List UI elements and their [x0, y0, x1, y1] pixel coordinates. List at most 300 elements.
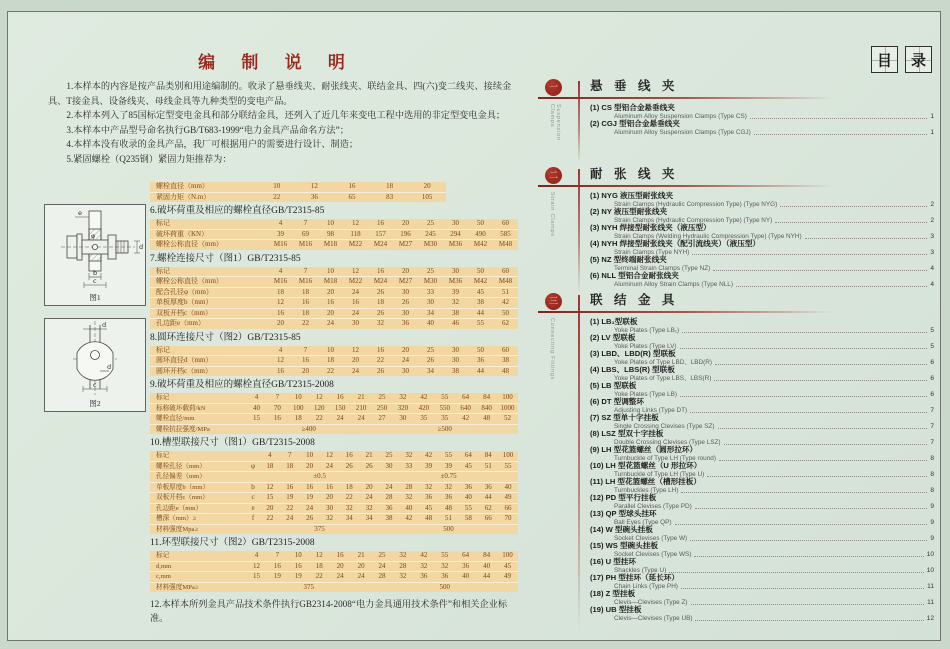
cell-value: 36: [441, 572, 449, 580]
cell-value: 20: [402, 345, 409, 354]
dotted-leader: [690, 540, 927, 541]
cell-value: 24: [357, 572, 365, 580]
cell-value: 30: [452, 356, 459, 364]
cell-value: 24: [352, 308, 359, 317]
cell-value: 490: [475, 229, 486, 238]
toc-item-title-en: Strain Clamps (Hydraulic Compression Type) (Type NYG): [614, 200, 778, 208]
toc-item-en-row: [590, 327, 934, 335]
cell-value: 64: [462, 551, 470, 559]
table-row: [150, 346, 518, 357]
section-side-label: Strain Clamps: [549, 192, 555, 237]
cell-value: 210: [355, 403, 367, 412]
cell-value: 34: [427, 308, 434, 317]
toc-item-title-en: Yoke Plates of Type LBS、LBS(R): [614, 374, 712, 382]
cell-value: 4: [278, 345, 283, 354]
toc-item-title-cn: (15) WS 型碗头挂板: [590, 541, 658, 550]
row-label: 单板厚度b（mm）: [156, 298, 213, 306]
cell-value: M42: [473, 277, 488, 285]
cell-value: 55: [504, 461, 512, 470]
cell-value: M16: [298, 277, 313, 285]
toc-item-title-cn: (2) LV 型联板: [590, 333, 636, 342]
dotted-leader: [713, 270, 927, 271]
cell-value: 32: [325, 514, 333, 522]
toc-item-title-cn: (11) LH 型花篮螺丝（槽形挂板）: [590, 477, 701, 486]
row-symbol: [246, 472, 260, 482]
cell-value: 26: [365, 461, 373, 470]
cell-value: 16: [325, 482, 333, 491]
cell-value: 32: [452, 298, 459, 306]
toc-item: [590, 350, 934, 366]
dim-label-d: d: [139, 243, 144, 251]
cell-value: 18: [345, 482, 353, 491]
cell-value: 38: [385, 514, 393, 522]
toc-item-en-row: [590, 615, 934, 623]
cell-value: 69: [302, 229, 309, 238]
cell-value: 25: [427, 266, 434, 275]
cell-value: 196: [400, 229, 411, 238]
cell-value: 32: [441, 561, 449, 570]
toc-item-title-en: Turnbuckles (Type LH): [614, 486, 679, 494]
toc-item: [590, 192, 934, 208]
toc-page-number: 11: [927, 598, 934, 606]
row-symbol: [246, 451, 260, 461]
cell-value: 38: [502, 356, 509, 364]
cell-value: 18: [315, 561, 323, 570]
toc-item: [590, 446, 934, 462]
cell-value: 60: [502, 345, 509, 354]
cell-value: 18: [327, 356, 334, 364]
toc-item: [590, 120, 934, 136]
row-label: 标记: [156, 452, 170, 459]
cell-value: 550: [439, 403, 450, 412]
cell-value: 70: [273, 403, 281, 412]
cell-value: 26: [427, 356, 434, 364]
cell-value: 25: [378, 551, 386, 559]
table-row: [150, 404, 518, 415]
toc-item: [590, 494, 934, 510]
row-label: 标记: [156, 266, 170, 275]
eye-connection-dims-table: [150, 551, 518, 592]
cell-value: 32: [399, 393, 407, 401]
section-number-badge: 二: [545, 167, 562, 184]
row-label: 螺栓孔径（mm）: [156, 462, 206, 470]
cell-value: M30: [423, 240, 438, 248]
cell-value: 16: [348, 182, 356, 190]
cell-value: M24: [373, 240, 388, 248]
toc-item-title-cn: (10) LH 型花篮螺丝（U 形拉环）: [590, 461, 702, 470]
toc-page-number: 8: [930, 486, 934, 494]
cell-value: 51: [484, 461, 492, 470]
toc-item-title-en: Yoke Plates (Type LV): [614, 342, 677, 350]
cell-value: M16: [298, 240, 313, 248]
toc-page-number: 8: [930, 454, 934, 462]
table6-heading: 6.破坏荷重及相应的螺栓直径GB/T2315-85: [150, 206, 325, 216]
cell-value: 25: [427, 345, 434, 354]
toc-item: [590, 398, 934, 414]
cell-value: M22: [348, 277, 363, 285]
row-symbol: f: [251, 514, 255, 522]
toc-item-title-cn: (1) NYG 液压型耐张线夹: [590, 191, 674, 200]
table-row: [150, 462, 518, 473]
toc-item-title-en: Strain Clamps (Type NYH): [614, 248, 690, 256]
toc-item: [590, 366, 934, 382]
cell-value: 18: [386, 182, 394, 190]
section-rail-line: [578, 81, 580, 163]
toc-item: [590, 414, 934, 430]
cell-value: 84: [483, 551, 491, 559]
bolt-connection-diagram: [45, 205, 145, 293]
cell-value: 50: [502, 308, 509, 317]
section-rail-line: [578, 169, 580, 293]
toc-item-title-cn: (1) CS 型铝合金悬垂线夹: [590, 103, 675, 112]
cell-value: 32: [399, 551, 407, 559]
toc-item: [590, 430, 934, 446]
left-page-compilation-notes: [32, 32, 518, 632]
toc-item-title-en: Adjusting Links (Type DT): [614, 406, 688, 414]
cell-value: 24: [357, 414, 365, 422]
cell-value: 16: [273, 561, 281, 570]
cell-value: 12: [277, 356, 284, 364]
dotted-leader: [754, 134, 928, 135]
dotted-leader: [691, 604, 925, 605]
cell-value: 33: [405, 461, 413, 470]
cell-value: 64: [462, 393, 470, 401]
cell-value: 83: [386, 192, 394, 201]
notes-content-column: [150, 182, 518, 625]
cell-value: 18: [302, 308, 309, 317]
row-label: 标记: [156, 345, 170, 354]
cell-value: 25: [427, 219, 434, 227]
table-row: [150, 182, 446, 193]
cell-value: 30: [352, 319, 359, 327]
toc-section-strain-clamps: [538, 166, 934, 288]
cell-value: 26: [306, 514, 314, 522]
cell-value: 24: [402, 356, 409, 364]
cell-value: 585: [500, 229, 511, 238]
cell-value: 16: [336, 393, 344, 401]
cell-value: 20: [302, 366, 309, 375]
cell-value: 36: [310, 192, 318, 201]
cell-value: 100: [502, 551, 513, 559]
section-title: 耐 张 线 夹: [590, 167, 679, 181]
cell-value: 30: [402, 287, 409, 296]
toc-item-title-cn: (6) NLL 型铝合金耐张线夹: [590, 271, 679, 280]
cell-value: 39: [445, 461, 453, 470]
cell-value: 20: [277, 319, 284, 327]
cell-value: 12: [352, 219, 359, 227]
table7-heading: 7.螺栓连接尺寸（图1）GB/T2315-85: [150, 253, 301, 264]
cell-value: 24: [352, 287, 359, 296]
toc-item-title-en: Clevis—Clevises (Type UB): [614, 614, 693, 622]
cell-value: 62: [502, 319, 509, 327]
cell-value: 12: [310, 182, 318, 190]
cell-value: 44: [477, 308, 484, 317]
row-label: 标记: [156, 219, 170, 227]
row-label: 螺栓直径（mm）: [156, 182, 209, 190]
cell-value: 25: [385, 451, 393, 459]
cell-value: 60: [502, 219, 509, 227]
cell-value: 24: [336, 572, 344, 580]
cell-value: 20: [327, 308, 334, 317]
cell-value: 16: [302, 298, 309, 306]
section-rule: [538, 185, 860, 187]
row-label: 孔边距e（mm）: [156, 319, 205, 327]
cell-value: 32: [377, 319, 384, 327]
cell-value: M16: [273, 240, 288, 248]
cell-value: 250: [376, 403, 388, 412]
cell-value: 32: [345, 503, 353, 512]
toc-items-list: [590, 104, 934, 136]
toc-item-title-cn: (5) NZ 型终端耐张线夹: [590, 255, 667, 264]
cell-value: 49: [504, 493, 512, 501]
closing-paragraph: 12.本样本所列金具产品技术条件执行GB2314-2008“电力金具通用技术条件”和相关企业标准。: [150, 599, 508, 623]
cell-value: 36: [385, 503, 393, 512]
cell-value: 15: [266, 493, 274, 501]
toc-item: [590, 208, 934, 224]
cell-value: 45: [477, 287, 484, 296]
cell-value: 18: [302, 287, 309, 296]
cell-value: 30: [452, 266, 459, 275]
cell-value: 50: [477, 219, 484, 227]
toc-item-title-cn: (18) Z 型挂板: [590, 589, 636, 598]
cell-value: ≥500: [437, 424, 452, 433]
row-label: 螺栓抗拉强度/MPa: [156, 425, 210, 433]
paragraph-1: 1.本样本的内容是按产品类别和用途编制的。收录了悬垂线夹、耐张线夹、联结金具、四(六)变二线夹、接续金具、T接金具、设备线夹、母线金具等九种类型的变电产品。: [48, 81, 512, 106]
dotted-leader: [695, 508, 928, 509]
cell-value: 4: [278, 266, 283, 275]
cell-value: 4: [254, 393, 259, 401]
toc-item: [590, 478, 934, 494]
right-page-toc: [528, 32, 938, 642]
cell-value: ±0.5: [313, 472, 326, 480]
paragraph-2: 2.本样本列入了85国标定型变电金具和部分联结金具，还列入了近几年来变电工程中选用的非定型变电金具；: [66, 110, 506, 121]
cell-value: 24: [286, 514, 294, 522]
cell-value: 39: [277, 229, 284, 238]
row-label: 标称破坏载荷/kN: [156, 404, 206, 412]
cell-value: 20: [423, 182, 431, 190]
cell-value: M36: [448, 277, 463, 285]
cell-value: 16: [352, 298, 359, 306]
toc-item: [590, 462, 934, 478]
cell-value: 30: [452, 345, 459, 354]
toc-item-en-row: [590, 129, 934, 137]
section-number-badge: 一: [545, 79, 562, 96]
dim-label-c: c: [93, 277, 97, 285]
toc-item-title-en: Yoke Plates (Type LB): [614, 390, 677, 398]
cell-value: 26: [377, 287, 384, 296]
table-row: [150, 514, 518, 525]
cell-value: 98: [327, 229, 334, 238]
cell-value: 48: [445, 503, 453, 512]
toc-item-title-cn: (7) SZ 型单十字挂板: [590, 413, 659, 422]
cell-value: 100: [502, 451, 514, 459]
cell-value: 34: [345, 514, 353, 522]
toc-item-title-en: Aluminum Alloy Strain Clamps (Type NLL): [614, 280, 733, 288]
toc-page-number: 10: [926, 566, 934, 574]
dotted-leader: [682, 332, 927, 333]
figure-2-ring-connection: [44, 318, 146, 412]
cell-value: 24: [365, 493, 373, 501]
section-title: 联 结 金 具: [590, 293, 679, 307]
cell-value: 24: [325, 461, 333, 470]
cell-value: 32: [399, 572, 407, 580]
table-row: [150, 298, 518, 309]
cell-value: 50: [477, 345, 484, 354]
torque-table: [150, 182, 446, 202]
toc-page-number: 6: [930, 358, 934, 366]
toc-item-title-en: Ball Eyes (Type QP): [614, 518, 672, 526]
toc-item: [590, 318, 934, 334]
toc-page-number: 7: [930, 406, 934, 414]
cell-value: 36: [477, 356, 484, 364]
toc-page-number: 9: [930, 534, 934, 542]
toc-page-number: 4: [930, 280, 934, 288]
toc-page-number: 7: [930, 438, 934, 446]
cell-value: 20: [306, 461, 314, 470]
dotted-leader: [694, 556, 923, 557]
row-label: 孔径偏差（mm）: [156, 473, 206, 480]
table-row: [150, 425, 518, 435]
cell-value: 12: [352, 266, 359, 275]
cell-value: 39: [425, 461, 433, 470]
table-row: [150, 525, 518, 535]
row-symbol: c: [251, 493, 255, 501]
dotted-leader: [707, 476, 927, 477]
table-row: [150, 472, 518, 483]
cell-value: 18: [286, 461, 294, 470]
toc-page-number: 11: [927, 582, 934, 590]
toc-page-number: 5: [930, 342, 934, 350]
toc-item-title-cn: (14) W 型碗头挂板: [590, 525, 653, 534]
cell-value: 16: [294, 561, 302, 570]
cell-value: 32: [425, 482, 433, 491]
cell-value: 157: [375, 229, 386, 238]
breaking-load-table-85: [150, 219, 518, 250]
cell-value: 10: [273, 182, 281, 190]
cell-value: 35: [441, 414, 449, 422]
toc-item-title-en: Socket Clevises (Type W): [614, 534, 688, 542]
cell-value: 55: [464, 503, 472, 512]
section-title: 悬 垂 线 夹: [590, 79, 679, 93]
row-label: 双板开档c（mm）: [156, 308, 212, 317]
cell-value: 12: [315, 551, 323, 559]
cell-value: 55: [441, 551, 449, 559]
cell-value: 7: [303, 219, 308, 227]
cell-value: 21: [357, 393, 365, 401]
cell-value: 20: [266, 503, 274, 512]
table-row: [150, 219, 518, 230]
toc-item: [590, 104, 934, 120]
toc-item-en-row: [590, 281, 934, 289]
table-row: [150, 551, 518, 562]
toc-item-title-cn: (4) LBS、LBS(R) 型联板: [590, 365, 675, 374]
toc-item-en-row: [590, 551, 934, 559]
section-side-label: Connecting Fittings: [549, 318, 555, 381]
toc-title-char-box: [905, 46, 932, 73]
table-row: [150, 483, 518, 494]
cell-value: 36: [420, 572, 428, 580]
cell-value: 30: [385, 461, 393, 470]
toc-item: [590, 606, 934, 622]
cell-value: 49: [504, 572, 512, 580]
toc-title-char: 录: [910, 53, 926, 69]
toc-item: [590, 590, 934, 606]
cell-value: 12: [266, 482, 274, 491]
cell-value: 10: [327, 345, 334, 354]
cell-value: 36: [462, 561, 470, 570]
row-label: 双板开档c（mm）: [156, 494, 209, 501]
section-side-label: Suspension Clamps: [549, 104, 561, 141]
dotted-leader: [719, 460, 927, 461]
toc-item-title-en: Parallel Clevises (Type PD): [614, 502, 692, 510]
table-row: [150, 393, 518, 404]
table-row: [150, 367, 518, 377]
toc-section-connecting-fittings: [538, 292, 934, 622]
cell-value: 16: [336, 551, 344, 559]
table10-heading: 10.槽型联接尺寸（图1）GB/T2315-2008: [150, 438, 315, 448]
toc-items-list: [590, 192, 934, 288]
toc-item: [590, 334, 934, 350]
dotted-leader: [680, 396, 927, 397]
dotted-leader: [805, 238, 928, 239]
paragraph-4: 4.本样本没有收录的金具产品，我厂可根据用户的需要进行设计、制造；: [66, 139, 359, 150]
cell-value: 22: [302, 319, 309, 327]
toc-item: [590, 574, 934, 590]
cell-value: 100: [502, 393, 513, 401]
ring-connection-dims-table: [150, 346, 518, 377]
cell-value: 36: [484, 482, 492, 491]
cell-value: 42: [405, 514, 413, 522]
cell-value: 32: [420, 561, 428, 570]
cell-value: 30: [399, 414, 407, 422]
cell-value: 7: [275, 551, 280, 559]
cell-value: 38: [452, 366, 459, 375]
cell-value: 44: [477, 366, 484, 375]
cell-value: 40: [252, 403, 260, 412]
row-symbol: e: [251, 503, 255, 512]
cell-value: 66: [484, 514, 492, 522]
cell-value: 1000: [500, 403, 515, 412]
toc-item-title-en: Double Crossing Clevises (Type LSZ): [614, 438, 721, 446]
cell-value: 7: [288, 451, 292, 459]
toc-item-title-en: Aluminum Alloy Suspension Clamps (Type CS): [614, 112, 747, 120]
cell-value: 40: [427, 319, 434, 327]
row-symbol: [246, 525, 260, 535]
cell-value: 44: [483, 572, 491, 580]
cell-value: 18: [277, 287, 284, 296]
toc-item-title-cn: (2) NY 液压型耐张线夹: [590, 207, 668, 216]
toc-item-title-en: Aluminum Alloy Suspension Clamps (Type CGJ): [614, 128, 751, 136]
cell-value: 500: [439, 582, 451, 591]
cell-value: 100: [293, 403, 304, 412]
cell-value: 20: [402, 219, 409, 227]
cell-value: 52: [504, 414, 512, 422]
row-label: 破坏荷重（KN）: [156, 229, 209, 238]
cell-value: 45: [425, 503, 433, 512]
table-row: [150, 240, 518, 250]
cell-value: 28: [405, 482, 413, 491]
cell-value: 30: [325, 503, 333, 512]
cell-value: 34: [365, 514, 373, 522]
cell-value: 7: [303, 345, 308, 354]
cell-value: 16: [286, 482, 294, 491]
cell-value: 40: [405, 503, 413, 512]
section-number-badge: 三: [545, 293, 562, 310]
cell-value: 320: [397, 403, 409, 412]
cell-value: M24: [373, 277, 388, 285]
cell-value: 420: [418, 403, 430, 412]
toc-item-title-en: Yoke Plates of Type LBD、LBD(R): [614, 358, 713, 366]
